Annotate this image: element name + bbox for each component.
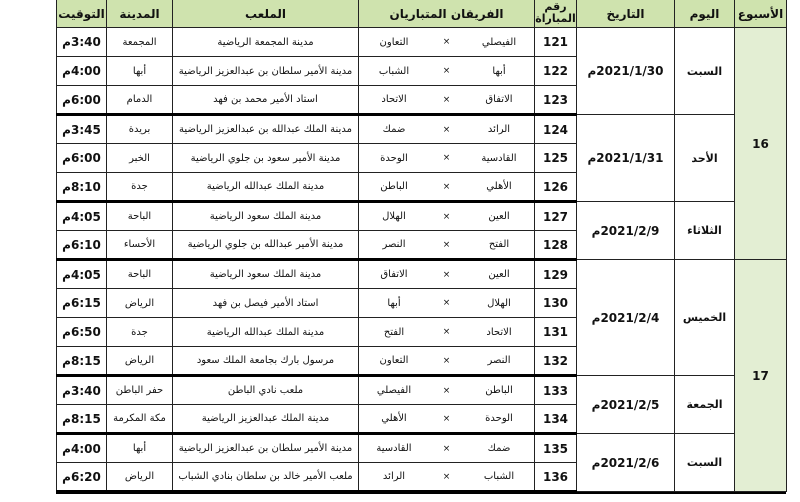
table-row bbox=[57, 115, 787, 144]
home-team: العين bbox=[488, 269, 510, 280]
day-cell: السبت bbox=[675, 434, 735, 492]
teams-pair bbox=[363, 181, 530, 192]
fixtures-table bbox=[56, 0, 787, 493]
time-cell: 8:15م bbox=[57, 405, 107, 434]
time-cell: 8:15م bbox=[57, 347, 107, 376]
stadium-cell: مدينة الأمير سعود بن جلوي الرياضية bbox=[173, 144, 359, 173]
city-cell: جدة bbox=[107, 173, 173, 202]
away-team: الفيصلي bbox=[376, 385, 412, 396]
header-week: الأسبوع bbox=[735, 0, 787, 28]
day-cell: السبت bbox=[675, 28, 735, 115]
table-row bbox=[57, 28, 787, 57]
date-cell: 2021/1/31م bbox=[577, 115, 675, 202]
time-cell: 8:10م bbox=[57, 173, 107, 202]
match-number-cell: 126 bbox=[535, 173, 577, 202]
stadium-cell: ملعب الأمير خالد بن سلطان بنادي الشباب bbox=[173, 463, 359, 492]
match-number-cell: 127 bbox=[535, 202, 577, 231]
versus-symbol: × bbox=[442, 66, 451, 76]
teams-cell bbox=[359, 463, 535, 492]
stadium-cell: مدينة الملك عبدالله الرياضية bbox=[173, 173, 359, 202]
match-number-cell: 128 bbox=[535, 231, 577, 260]
away-team: النصر bbox=[382, 239, 406, 250]
time-cell: 3:40م bbox=[57, 376, 107, 405]
city-cell: الخبر bbox=[107, 144, 173, 173]
teams-cell bbox=[359, 376, 535, 405]
teams-cell bbox=[359, 28, 535, 57]
city-cell: الباحة bbox=[107, 260, 173, 289]
home-team: الوحدة bbox=[485, 413, 513, 424]
away-team: الباطن bbox=[380, 181, 408, 192]
teams-pair bbox=[363, 355, 530, 366]
away-team: الفتح bbox=[383, 326, 405, 338]
table-row bbox=[57, 434, 787, 463]
match-number-cell: 123 bbox=[535, 86, 577, 115]
home-team: الباطن bbox=[485, 385, 513, 396]
city-cell: الباحة bbox=[107, 202, 173, 231]
teams-pair bbox=[363, 385, 530, 396]
home-team: الاتحاد bbox=[486, 326, 512, 338]
time-cell: 6:00م bbox=[57, 144, 107, 173]
versus-symbol: × bbox=[442, 355, 451, 366]
away-team: الاتفاق bbox=[380, 269, 408, 280]
match-number-cell: 122 bbox=[535, 57, 577, 86]
teams-cell bbox=[359, 231, 535, 260]
versus-symbol: × bbox=[442, 413, 451, 424]
teams-cell bbox=[359, 289, 535, 318]
header-row bbox=[57, 0, 787, 28]
city-cell: الأحساء bbox=[107, 231, 173, 260]
match-number-cell: 131 bbox=[535, 318, 577, 347]
away-team: الأهلي bbox=[381, 413, 407, 424]
away-team: القادسية bbox=[376, 443, 412, 454]
header-time: التوقيت bbox=[57, 0, 107, 28]
week-cell: 16 bbox=[735, 28, 787, 260]
city-cell: الرياض bbox=[107, 289, 173, 318]
teams-pair bbox=[363, 413, 530, 424]
match-number-cell: 125 bbox=[535, 144, 577, 173]
home-team: القادسية bbox=[481, 152, 517, 164]
away-team: الرائد bbox=[382, 471, 406, 482]
day-cell: الثلاثاء bbox=[675, 202, 735, 260]
stadium-cell: مدينة الملك عبدالعزيز الرياضية bbox=[173, 405, 359, 434]
versus-symbol: × bbox=[442, 443, 451, 454]
stadium-cell: مدينة الملك سعود الرياضية bbox=[173, 202, 359, 231]
time-cell: 3:45م bbox=[57, 115, 107, 144]
teams-pair bbox=[363, 211, 530, 222]
city-cell: أبها bbox=[107, 57, 173, 86]
time-cell: 4:05م bbox=[57, 260, 107, 289]
stadium-cell: ملعب نادي الباطن bbox=[173, 376, 359, 405]
stadium-cell: مدينة الأمير سلطان بن عبدالعزيز الرياضية bbox=[173, 57, 359, 86]
home-team: الشباب bbox=[483, 471, 515, 482]
teams-cell bbox=[359, 347, 535, 376]
versus-symbol: × bbox=[442, 471, 451, 482]
time-cell: 4:00م bbox=[57, 434, 107, 463]
day-cell: الجمعة bbox=[675, 376, 735, 434]
date-cell: 2021/2/5م bbox=[577, 376, 675, 434]
versus-symbol: × bbox=[442, 153, 451, 163]
stadium-cell: استاد الأمير محمد بن فهد bbox=[173, 86, 359, 115]
time-cell: 4:05م bbox=[57, 202, 107, 231]
teams-cell bbox=[359, 318, 535, 347]
teams-pair bbox=[363, 37, 530, 48]
table-bottom-border bbox=[56, 492, 786, 502]
versus-symbol: × bbox=[442, 239, 451, 250]
header-day: اليوم bbox=[675, 0, 735, 28]
header-stadium: الملعب bbox=[173, 0, 359, 28]
home-team: الفتح bbox=[488, 239, 510, 250]
table-row bbox=[57, 260, 787, 289]
city-cell: مكة المكرمة bbox=[107, 405, 173, 434]
match-number-cell: 129 bbox=[535, 260, 577, 289]
versus-symbol: × bbox=[442, 124, 451, 135]
city-cell: حفر الباطن bbox=[107, 376, 173, 405]
date-cell: 2021/1/30م bbox=[577, 28, 675, 115]
versus-symbol: × bbox=[442, 269, 451, 280]
teams-cell bbox=[359, 115, 535, 144]
date-cell: 2021/2/6م bbox=[577, 434, 675, 492]
home-team: النصر bbox=[487, 355, 511, 366]
teams-cell bbox=[359, 86, 535, 115]
header-match-number: رقم المباراة bbox=[535, 0, 577, 28]
time-cell: 6:50م bbox=[57, 318, 107, 347]
away-team: ضمك bbox=[382, 124, 406, 135]
teams-cell bbox=[359, 202, 535, 231]
home-team: الأهلي bbox=[486, 181, 512, 192]
stadium-cell: مدينة الملك عبدالله بن عبدالعزيز الرياضية bbox=[173, 115, 359, 144]
match-number-cell: 132 bbox=[535, 347, 577, 376]
teams-pair bbox=[363, 471, 530, 482]
stadium-cell: مدينة الأمير سلطان بن عبدالعزيز الرياضية bbox=[173, 434, 359, 463]
city-cell: جدة bbox=[107, 318, 173, 347]
stadium-cell: مرسول بارك بجامعة الملك سعود bbox=[173, 347, 359, 376]
header-city: المدينة bbox=[107, 0, 173, 28]
city-cell: الرياض bbox=[107, 347, 173, 376]
teams-pair bbox=[363, 239, 530, 250]
time-cell: 6:15م bbox=[57, 289, 107, 318]
away-team: الشباب bbox=[378, 65, 410, 77]
home-team: الاتفاق bbox=[485, 94, 513, 105]
stadium-cell: مدينة المجمعة الرياضية bbox=[173, 28, 359, 57]
home-team: الفيصلي bbox=[481, 36, 517, 48]
match-number-cell: 121 bbox=[535, 28, 577, 57]
stadium-cell: مدينة الأمير عبدالله بن جلوي الرياضية bbox=[173, 231, 359, 260]
table-row bbox=[57, 376, 787, 405]
teams-cell bbox=[359, 260, 535, 289]
match-number-cell: 135 bbox=[535, 434, 577, 463]
versus-symbol: × bbox=[442, 327, 451, 337]
header-teams: الفريقان المتباريان bbox=[359, 0, 535, 28]
away-team: الاتحاد bbox=[381, 94, 407, 105]
versus-symbol: × bbox=[442, 181, 451, 192]
stadium-cell: مدينة الملك سعود الرياضية bbox=[173, 260, 359, 289]
versus-symbol: × bbox=[442, 211, 451, 222]
teams-cell bbox=[359, 405, 535, 434]
time-cell: 3:40م bbox=[57, 28, 107, 57]
home-team: الهلال bbox=[487, 297, 511, 309]
city-cell: أبها bbox=[107, 434, 173, 463]
match-number-cell: 130 bbox=[535, 289, 577, 318]
teams-pair bbox=[363, 94, 530, 105]
stadium-cell: مدينة الملك عبدالله الرياضية bbox=[173, 318, 359, 347]
away-team: الوحدة bbox=[380, 152, 408, 164]
teams-pair bbox=[363, 124, 530, 135]
date-cell: 2021/2/9م bbox=[577, 202, 675, 260]
stadium-cell: استاد الأمير فيصل بن فهد bbox=[173, 289, 359, 318]
home-team: العين bbox=[488, 211, 510, 222]
teams-pair bbox=[363, 443, 530, 454]
day-cell: الخميس bbox=[675, 260, 735, 376]
versus-symbol: × bbox=[442, 37, 451, 47]
match-number-cell: 136 bbox=[535, 463, 577, 492]
teams-pair bbox=[363, 66, 530, 77]
city-cell: بريدة bbox=[107, 115, 173, 144]
away-team: التعاون bbox=[379, 355, 409, 366]
away-team: التعاون bbox=[379, 36, 409, 48]
time-cell: 6:10م bbox=[57, 231, 107, 260]
versus-symbol: × bbox=[442, 385, 451, 396]
away-team: أبها bbox=[387, 297, 401, 309]
time-cell: 6:20م bbox=[57, 463, 107, 492]
match-number-cell: 124 bbox=[535, 115, 577, 144]
teams-cell bbox=[359, 57, 535, 86]
teams-cell bbox=[359, 434, 535, 463]
date-cell: 2021/2/4م bbox=[577, 260, 675, 376]
home-team: الرائد bbox=[487, 124, 511, 135]
teams-pair bbox=[363, 298, 530, 309]
home-team: ضمك bbox=[487, 443, 511, 454]
teams-pair bbox=[363, 153, 530, 164]
teams-pair bbox=[363, 269, 530, 280]
match-number-cell: 134 bbox=[535, 405, 577, 434]
time-cell: 6:00م bbox=[57, 86, 107, 115]
header-date: التاريخ bbox=[577, 0, 675, 28]
teams-cell bbox=[359, 144, 535, 173]
match-number-cell: 133 bbox=[535, 376, 577, 405]
city-cell: المجمعة bbox=[107, 28, 173, 57]
time-cell: 4:00م bbox=[57, 57, 107, 86]
day-cell: الأحد bbox=[675, 115, 735, 202]
home-team: أبها bbox=[492, 65, 506, 77]
versus-symbol: × bbox=[442, 298, 451, 308]
away-team: الهلال bbox=[382, 211, 406, 222]
city-cell: الدمام bbox=[107, 86, 173, 115]
versus-symbol: × bbox=[442, 94, 451, 105]
teams-pair bbox=[363, 327, 530, 338]
teams-cell bbox=[359, 173, 535, 202]
week-cell: 17 bbox=[735, 260, 787, 492]
city-cell: الرياض bbox=[107, 463, 173, 492]
table-row bbox=[57, 202, 787, 231]
